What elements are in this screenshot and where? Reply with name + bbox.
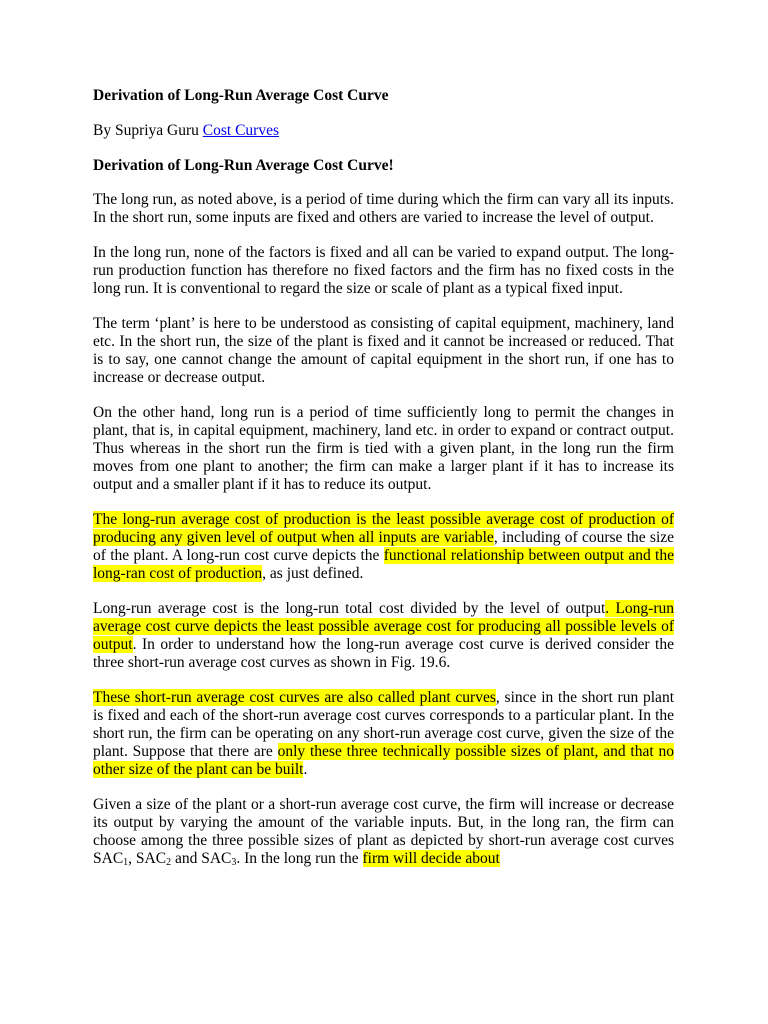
- document-title: Derivation of Long-Run Average Cost Curve: [93, 87, 389, 104]
- text-run: . In order to understand how the long-run average cost curve is derived consider the three short-run average cost curves as shown in Fig. 19.6.: [93, 636, 674, 671]
- text-run: The long run, as noted above, is a period of time during which the firm can vary all its inputs. In the short run, some inputs are fixed and others are varied to increase the level of output.: [93, 191, 674, 226]
- text-run: On the other hand, long run is a period of time sufficiently long to permit the changes in plant, that is, in capital equipment, machinery, land etc. in order to expand or contract output. Thus whereas in the short run the firm is tied with a given plant, in the long run the firm moves from one plant to another; the firm can make a larger plant if it has to increase its output and a smaller plant if it has to reduce its output.: [93, 404, 674, 493]
- highlighted-text: firm will decide about: [362, 850, 500, 867]
- subscript: 2: [166, 857, 172, 868]
- highlighted-text: functional relationship between output and the long-ran cost of production: [93, 547, 674, 582]
- text-run: The term ‘plant’ is here to be understood as consisting of capital equipment, machinery, land etc. In the short run, the size of the plant is fixed and it cannot be increased or reduced. That is to say, one cannot change the amount of capital equipment in the short run, if one has to increase or decrease output.: [93, 315, 674, 386]
- paragraph: [93, 315, 674, 387]
- text-run: , SAC: [128, 850, 167, 867]
- text-run: In the long run, none of the factors is fixed and all can be varied to expand output. The long-run production function has therefore no fixed factors and the firm has no fixed costs in the long run. It is conventional to regard the size or scale of plant as a typical fixed input.: [93, 244, 674, 297]
- text-run: , as just defined.: [262, 565, 364, 582]
- paragraph: [93, 404, 674, 494]
- cost-curves-link[interactable]: Cost Curves: [202, 122, 280, 139]
- text-run: Given a size of the plant or a short-run average cost curve, the firm will increase or decrease its output by varying the amount of the variable inputs. But, in the long ran, the firm can choose among the three possible sizes of plant as depicted by short-run average cost curves SAC: [93, 796, 674, 867]
- paragraph: [93, 244, 674, 298]
- paragraph: [93, 796, 674, 868]
- highlighted-text: These short-run average cost curves are also called plant curves: [93, 689, 496, 706]
- text-run: Long-run average cost is the long-run total cost divided by the level of output: [93, 600, 606, 617]
- subscript: 1: [123, 857, 129, 868]
- highlighted-text: The long-run average cost of production is the least possible average cost of production of producing any given level of output when all inputs are variable: [93, 511, 674, 546]
- highlighted-text: only these three technically possible sizes of plant, and that no other size of the plant can be built: [93, 743, 674, 778]
- paragraph: [93, 689, 674, 779]
- paragraph: [93, 191, 674, 227]
- subscript: 3: [231, 857, 237, 868]
- body-text: [93, 191, 674, 868]
- paragraph: [93, 511, 674, 583]
- text-run: , since in the short run plant is fixed and each of the short-run average cost curves corresponds to a particular plant. In the short run, the firm can be operating on any short-run average cost curve, given the size of the plant. Suppose that there are: [93, 689, 674, 760]
- text-run: . In the long run the: [236, 850, 363, 867]
- section-heading: Derivation of Long-Run Average Cost Curve!: [93, 157, 394, 174]
- byline: [93, 121, 674, 141]
- paragraph: [93, 600, 674, 672]
- highlighted-text: . Long-run average cost curve depicts the least possible average cost for producing all possible levels of output: [93, 600, 674, 653]
- text-run: and SAC: [171, 850, 232, 867]
- text-run: .: [303, 761, 308, 778]
- text-run: , including of course the size of the plant. A long-run cost curve depicts the: [93, 529, 675, 564]
- author-name: By Supriya Guru: [93, 122, 203, 139]
